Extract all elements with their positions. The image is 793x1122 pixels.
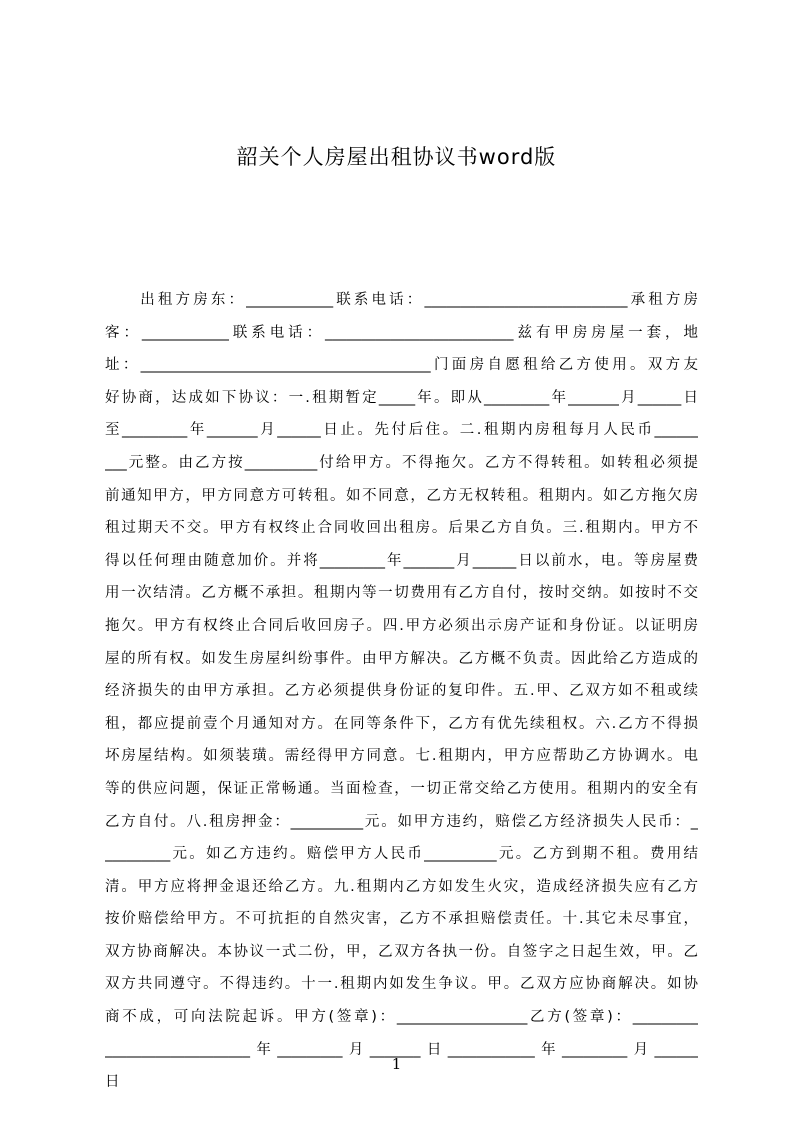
body-line: 出租方房东：____________联系电话：____________________________承租方房 (105, 292, 698, 308)
body-line: 前通知甲方，甲方同意方可转租。如不同意，乙方无权转租。租期内。如乙方拖欠房 (105, 487, 698, 504)
body-line: 乙方自付。八.租房押金：__________元。如甲方违约，赔偿乙方经济损失人民币：_ (105, 813, 698, 830)
date-line-end: 日 (105, 1074, 120, 1091)
body-line: 坏房屋结构。如须装璜。需经得甲方同意。七.租期内，甲方应帮助乙方协调水。电 (105, 748, 698, 765)
body-line: 拖欠。甲方有权终止合同后收回房子。四.甲方必须出示房产证和身份证。以证明房 (105, 617, 698, 634)
body-line: 至_________年_______月______日止。先付后住。二.租期内房租每月人民币______ (105, 422, 698, 439)
document-body (105, 284, 698, 1099)
body-line: ___元整。由乙方按__________付给甲方。不得拖欠。乙方不得转租。如转租必须提 (105, 454, 698, 471)
body-line: 客：____________联系电话：__________________________兹有甲房房屋一套，地 (105, 324, 698, 341)
body-line: _________元。如乙方违约。赔偿甲方人民币__________元。乙方到期不租。费用结 (105, 846, 698, 863)
signature-line: 商不成，可向法院起诉。甲方(签章)：__________________乙方(签章)：_________ (105, 1009, 698, 1026)
body-line: 租，都应提前壹个月通知对方。在同等条件下，乙方有优先续租权。六.乙方不得损 (105, 715, 698, 732)
body-line: 址：________________________________________门面房自愿租给乙方使用。双方友 (105, 357, 698, 374)
body-line: 等的供应问题，保证正常畅通。当面检查，一切正常交给乙方使用。租期内的安全有 (105, 780, 698, 797)
body-line: 经济损失的由甲方承担。乙方必须提供身份证的复印件。五.甲、乙双方如不租或续 (105, 683, 698, 700)
body-line: 租过期天不交。甲方有权终止合同收回出租房。后果乙方自负。三.租期内。甲方不 (105, 520, 698, 537)
body-line: 用一次结清。乙方概不承担。租期内等一切费用有乙方自付，按时交纳。如按时不交 (105, 585, 698, 602)
page-number: 1 (391, 1055, 402, 1073)
body-line: 按价赔偿给甲方。不可抗拒的自然灾害，乙方不承担赔偿责任。十.其它未尽事宜， (105, 911, 698, 928)
body-line: 双方协商解决。本协议一式二份，甲，乙双方各执一份。自签字之日起生效，甲。乙 (105, 943, 698, 960)
body-line: 清。甲方应将押金退还给乙方。九.租期内乙方如发生火灾，造成经济损失应有乙方 (105, 878, 698, 895)
body-line: 得以任何理由随意加价。并将_________年_______月______日以前水，电。等房屋费 (105, 552, 698, 569)
body-line: 屋的所有权。如发生房屋纠纷事件。由甲方解决。乙方概不负责。因此给乙方造成的 (105, 650, 698, 667)
date-line: ____________________年_________月_______日____________年_________月______ (105, 1041, 698, 1058)
document-title: 韶关个人房屋出租协议书word版 (236, 145, 557, 169)
body-line: 双方共同遵守。不得违约。十一.租期内如发生争议。甲。乙双方应协商解决。如协 (105, 976, 698, 993)
body-line: 好协商，达成如下协议：一.租期暂定_____年。即从_________年_______月______日 (105, 389, 698, 406)
